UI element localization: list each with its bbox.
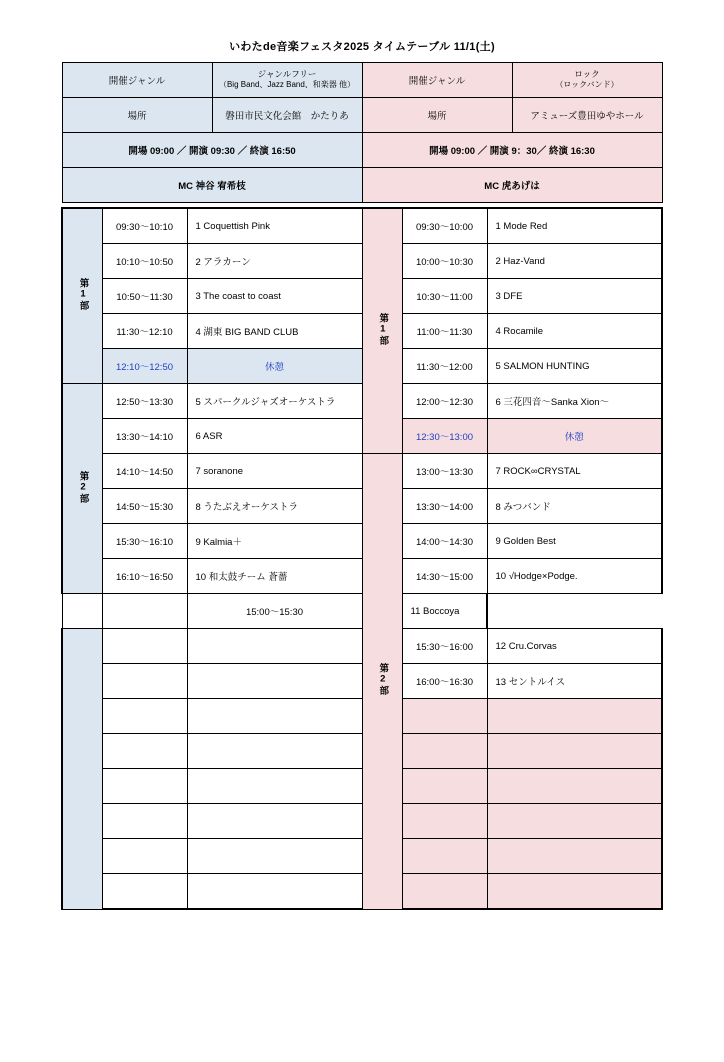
- right-genre-name-line2: （ロックバンド）: [555, 80, 619, 90]
- right-time-cell: 10:30〜11:00: [402, 279, 487, 314]
- left-act-cell: [102, 594, 187, 629]
- right-part2-label: 第2部: [362, 454, 402, 910]
- left-time-cell: 13:30〜14:10: [102, 419, 187, 454]
- left-act-cell: [187, 839, 362, 874]
- left-genre-name-line2: （Big Band、Jazz Band、和楽器 他）: [218, 80, 356, 90]
- right-time-cell: 09:30〜10:00: [402, 208, 487, 244]
- right-genre-header-label: 開催ジャンル: [362, 63, 512, 98]
- left-time-cell: 16:10〜16:50: [102, 559, 187, 594]
- left-time-cell: [102, 629, 187, 664]
- page-title: いわたde音楽フェスタ2025 タイムテーブル 11/1(土): [229, 41, 495, 53]
- right-act-cell: [487, 769, 662, 804]
- schedule-row: [62, 133, 662, 168]
- left-act-cell: 3 The coast to coast: [187, 279, 362, 314]
- right-act-cell: [487, 804, 662, 839]
- left-act-cell: [187, 769, 362, 804]
- left-act-cell: 7 soranone: [187, 454, 362, 489]
- left-act-cell: [187, 734, 362, 769]
- right-time-cell: 15:00〜15:30: [187, 594, 362, 629]
- right-time-cell: 10:00〜10:30: [402, 244, 487, 279]
- right-time-cell: 13:00〜13:30: [402, 454, 487, 489]
- right-time-cell: [402, 769, 487, 804]
- right-act-cell: 11 Boccoya: [402, 594, 487, 629]
- left-act-cell: [187, 629, 362, 664]
- right-act-cell: [487, 874, 662, 910]
- left-act-cell: 9 Kalmia＋: [187, 524, 362, 559]
- left-venue-name: 磐田市民文化会館 かたりあ: [212, 98, 362, 133]
- right-time-cell: 11:30〜12:00: [402, 349, 487, 384]
- left-time-cell: [102, 874, 187, 910]
- right-act-cell: 4 Rocamile: [487, 314, 662, 349]
- left-venue-header-label: 場所: [62, 98, 212, 133]
- right-genre-name: [512, 63, 662, 98]
- right-act-cell: 13 セントルイス: [487, 664, 662, 699]
- right-part1-label: 第1部: [362, 208, 402, 454]
- left-time-cell: 12:10〜12:50: [102, 349, 187, 384]
- right-time-cell: 11:00〜11:30: [402, 314, 487, 349]
- left-act-cell: 休憩: [187, 349, 362, 384]
- venue-row: [62, 98, 662, 133]
- left-time-cell: [102, 769, 187, 804]
- right-act-cell: 9 Golden Best: [487, 524, 662, 559]
- right-time-cell: 16:00〜16:30: [402, 664, 487, 699]
- left-act-cell: [187, 699, 362, 734]
- right-time-cell: [402, 699, 487, 734]
- left-act-cell: 1 Coquettish Pink: [187, 208, 362, 244]
- right-act-cell: 8 みつバンド: [487, 489, 662, 524]
- right-mc-line: MC 虎あげは: [362, 168, 662, 203]
- left-time-cell: 14:50〜15:30: [102, 489, 187, 524]
- table-row: [62, 454, 662, 489]
- left-part1-label: 第1部: [62, 208, 102, 384]
- right-time-cell: 12:30〜13:00: [402, 419, 487, 454]
- left-time-cell: [62, 594, 102, 629]
- right-time-cell: 14:30〜15:00: [402, 559, 487, 594]
- left-time-cell: 15:30〜16:10: [102, 524, 187, 559]
- left-genre-header-label: 開催ジャンル: [62, 63, 212, 98]
- left-mc-line: MC 神谷 宥希枝: [62, 168, 362, 203]
- right-venue-name: アミューズ豊田ゆやホール: [512, 98, 662, 133]
- right-time-cell: [402, 839, 487, 874]
- left-genre-name-line1: ジャンルフリー: [257, 68, 317, 79]
- left-act-cell: [187, 664, 362, 699]
- left-act-cell: 10 和太鼓チーム 蒼薔: [187, 559, 362, 594]
- right-act-cell: 7 ROCK∞CRYSTAL: [487, 454, 662, 489]
- left-act-cell: 5 スパークルジャズオーケストラ: [187, 384, 362, 419]
- genre-row: [62, 63, 662, 98]
- right-time-cell: 13:30〜14:00: [402, 489, 487, 524]
- left-time-cell: 11:30〜12:10: [102, 314, 187, 349]
- left-act-cell: 2 アラカーン: [187, 244, 362, 279]
- left-blank-label: [62, 629, 102, 910]
- right-act-cell: 12 Cru.Corvas: [487, 629, 662, 664]
- left-act-cell: 6 ASR: [187, 419, 362, 454]
- right-act-cell: 3 DFE: [487, 279, 662, 314]
- left-act-cell: 4 湖東 BIG BAND CLUB: [187, 314, 362, 349]
- left-genre-name: [212, 63, 362, 98]
- right-act-cell: [487, 734, 662, 769]
- mc-row: [62, 168, 662, 203]
- left-time-cell: [102, 699, 187, 734]
- left-time-cell: [102, 664, 187, 699]
- left-time-cell: 09:30〜10:10: [102, 208, 187, 244]
- right-time-cell: 15:30〜16:00: [402, 629, 487, 664]
- right-time-cell: [402, 874, 487, 910]
- left-act-cell: 8 うたぶえオーケストラ: [187, 489, 362, 524]
- right-act-cell: 休憩: [487, 419, 662, 454]
- right-act-cell: 10 √Hodge×Podge.: [487, 559, 662, 594]
- schedule-table: [61, 207, 663, 910]
- right-time-cell: 12:00〜12:30: [402, 384, 487, 419]
- right-time-cell: 14:00〜14:30: [402, 524, 487, 559]
- left-time-cell: [102, 804, 187, 839]
- right-time-cell: [402, 804, 487, 839]
- right-schedule-line: 開場 09:00 ／ 開演 9：30／ 終演 16:30: [362, 133, 662, 168]
- document-page: [0, 38, 724, 1062]
- left-time-cell: 10:10〜10:50: [102, 244, 187, 279]
- right-time-cell: [402, 734, 487, 769]
- right-act-cell: [487, 699, 662, 734]
- right-act-cell: 1 Mode Red: [487, 208, 662, 244]
- right-act-cell: [487, 839, 662, 874]
- header-table: [62, 62, 663, 203]
- right-act-cell: 5 SALMON HUNTING: [487, 349, 662, 384]
- left-schedule-line: 開場 09:00 ／ 開演 09:30 ／ 終演 16:50: [62, 133, 362, 168]
- right-act-cell: 2 Haz-Vand: [487, 244, 662, 279]
- left-time-cell: 10:50〜11:30: [102, 279, 187, 314]
- left-act-cell: [187, 874, 362, 910]
- left-time-cell: [102, 734, 187, 769]
- left-time-cell: 12:50〜13:30: [102, 384, 187, 419]
- right-act-cell: 6 三花四音〜Sanka Xion〜: [487, 384, 662, 419]
- right-venue-header-label: 場所: [362, 98, 512, 133]
- right-genre-name-line1: ロック: [574, 68, 600, 79]
- left-part2-label: 第2部: [62, 384, 102, 594]
- table-row: [62, 208, 662, 244]
- left-time-cell: [102, 839, 187, 874]
- left-time-cell: 14:10〜14:50: [102, 454, 187, 489]
- left-act-cell: [187, 804, 362, 839]
